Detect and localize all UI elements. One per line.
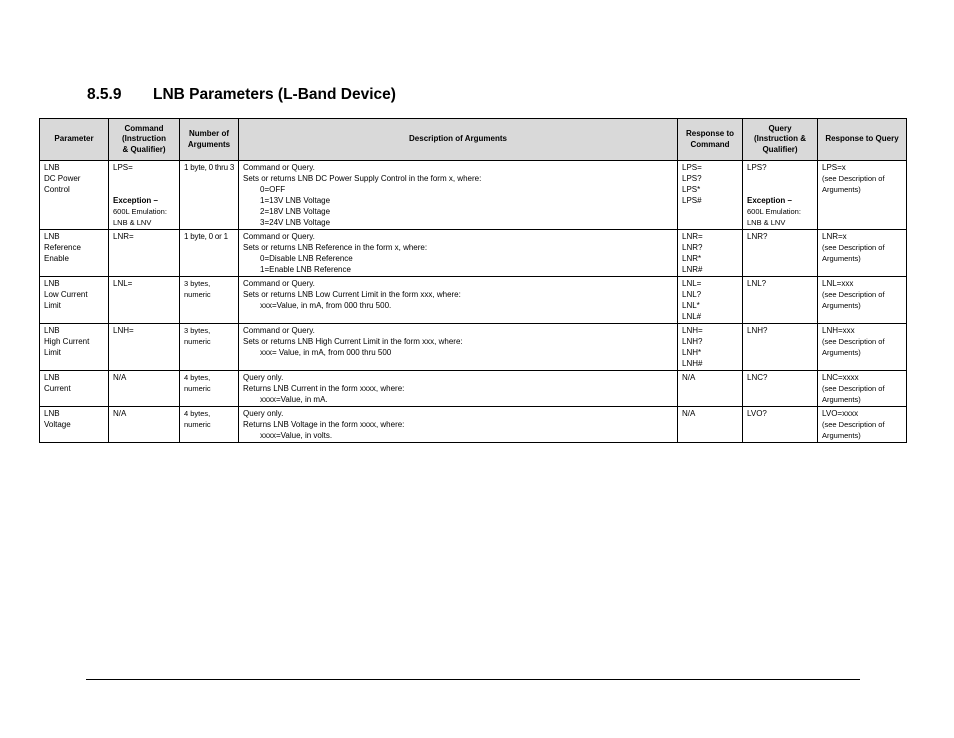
table-row (40, 371, 907, 407)
cell-response-command: LPS= LPS? LPS* LPS# (678, 161, 743, 230)
cell-description: Query only. Returns LNB Voltage in the form xxxx, where: xxxx=Value, in volts. (239, 407, 678, 443)
cell-num-args: 1 byte, 0 thru 3 (180, 161, 239, 230)
cell-query: LNR? (743, 230, 818, 277)
cell-response-query: LNH=xxx (see Description of Arguments) (818, 324, 907, 371)
cell-num-args: 4 bytes, numeric (180, 407, 239, 443)
header-response-query: Response to Query (818, 119, 907, 161)
table-row (40, 161, 907, 230)
cell-command: LNL= (109, 277, 180, 324)
cell-description: Command or Query. Sets or returns LNB DC Power Supply Control in the form x, where: 0=OFF 1=13V LNB Voltage 2=18V LNB Voltage 3=24V LNB Voltage (239, 161, 678, 230)
cell-response-command: LNR= LNR? LNR* LNR# (678, 230, 743, 277)
cell-response-query: LVO=xxxx (see Description of Arguments) (818, 407, 907, 443)
cell-num-args: 4 bytes, numeric (180, 371, 239, 407)
cell-response-command: N/A (678, 371, 743, 407)
cell-command: N/A (109, 371, 180, 407)
section-title: LNB Parameters (L-Band Device) (153, 86, 396, 103)
header-num-args: Number of Arguments (180, 119, 239, 161)
lnb-parameters-table (39, 118, 907, 443)
cell-parameter: LNB Current (40, 371, 109, 407)
table-row (40, 277, 907, 324)
section-number: 8.5.9 (87, 86, 122, 103)
table-row (40, 324, 907, 371)
cell-query: LPS? Exception – 600L Emulation: LNB & LNV (743, 161, 818, 230)
cell-query: LNC? (743, 371, 818, 407)
table-header-row (40, 119, 907, 161)
cell-num-args: 3 bytes, numeric (180, 277, 239, 324)
cell-num-args: 3 bytes, numeric (180, 324, 239, 371)
cell-response-query: LNC=xxxx (see Description of Arguments) (818, 371, 907, 407)
cell-description: Command or Query. Sets or returns LNB Low Current Limit in the form xxx, where: xxx=Value, in mA, from 000 thru 500. (239, 277, 678, 324)
header-response-command: Response to Command (678, 119, 743, 161)
cell-command: LPS= Exception – 600L Emulation: LNB & LNV (109, 161, 180, 230)
cell-response-query: LNL=xxx (see Description of Arguments) (818, 277, 907, 324)
cell-description: Command or Query. Sets or returns LNB High Current Limit in the form xxx, where: xxx= Value, in mA, from 000 thru 500 (239, 324, 678, 371)
cell-parameter: LNB Low Current Limit (40, 277, 109, 324)
cell-response-command: LNL= LNL? LNL* LNL# (678, 277, 743, 324)
cell-description: Query only. Returns LNB Current in the form xxxx, where: xxxx=Value, in mA. (239, 371, 678, 407)
cell-parameter: LNB DC Power Control (40, 161, 109, 230)
cell-response-command: LNH= LNH? LNH* LNH# (678, 324, 743, 371)
section-heading (87, 86, 396, 104)
cell-response-command: N/A (678, 407, 743, 443)
cell-description: Command or Query. Sets or returns LNB Reference in the form x, where: 0=Disable LNB Reference 1=Enable LNB Reference (239, 230, 678, 277)
cell-command: LNR= (109, 230, 180, 277)
table-row (40, 407, 907, 443)
cell-query: LNH? (743, 324, 818, 371)
header-command: Command (Instruction & Qualifier) (109, 119, 180, 161)
header-parameter: Parameter (40, 119, 109, 161)
cell-query: LNL? (743, 277, 818, 324)
footer-divider (86, 679, 860, 680)
table-row (40, 230, 907, 277)
cell-parameter: LNB Voltage (40, 407, 109, 443)
cell-command: N/A (109, 407, 180, 443)
header-description: Description of Arguments (239, 119, 678, 161)
cell-parameter: LNB High Current Limit (40, 324, 109, 371)
cell-response-query: LNR=x (see Description of Arguments) (818, 230, 907, 277)
cell-parameter: LNB Reference Enable (40, 230, 109, 277)
cell-num-args: 1 byte, 0 or 1 (180, 230, 239, 277)
cell-response-query: LPS=x (see Description of Arguments) (818, 161, 907, 230)
header-query: Query (Instruction & Qualifier) (743, 119, 818, 161)
cell-command: LNH= (109, 324, 180, 371)
cell-query: LVO? (743, 407, 818, 443)
